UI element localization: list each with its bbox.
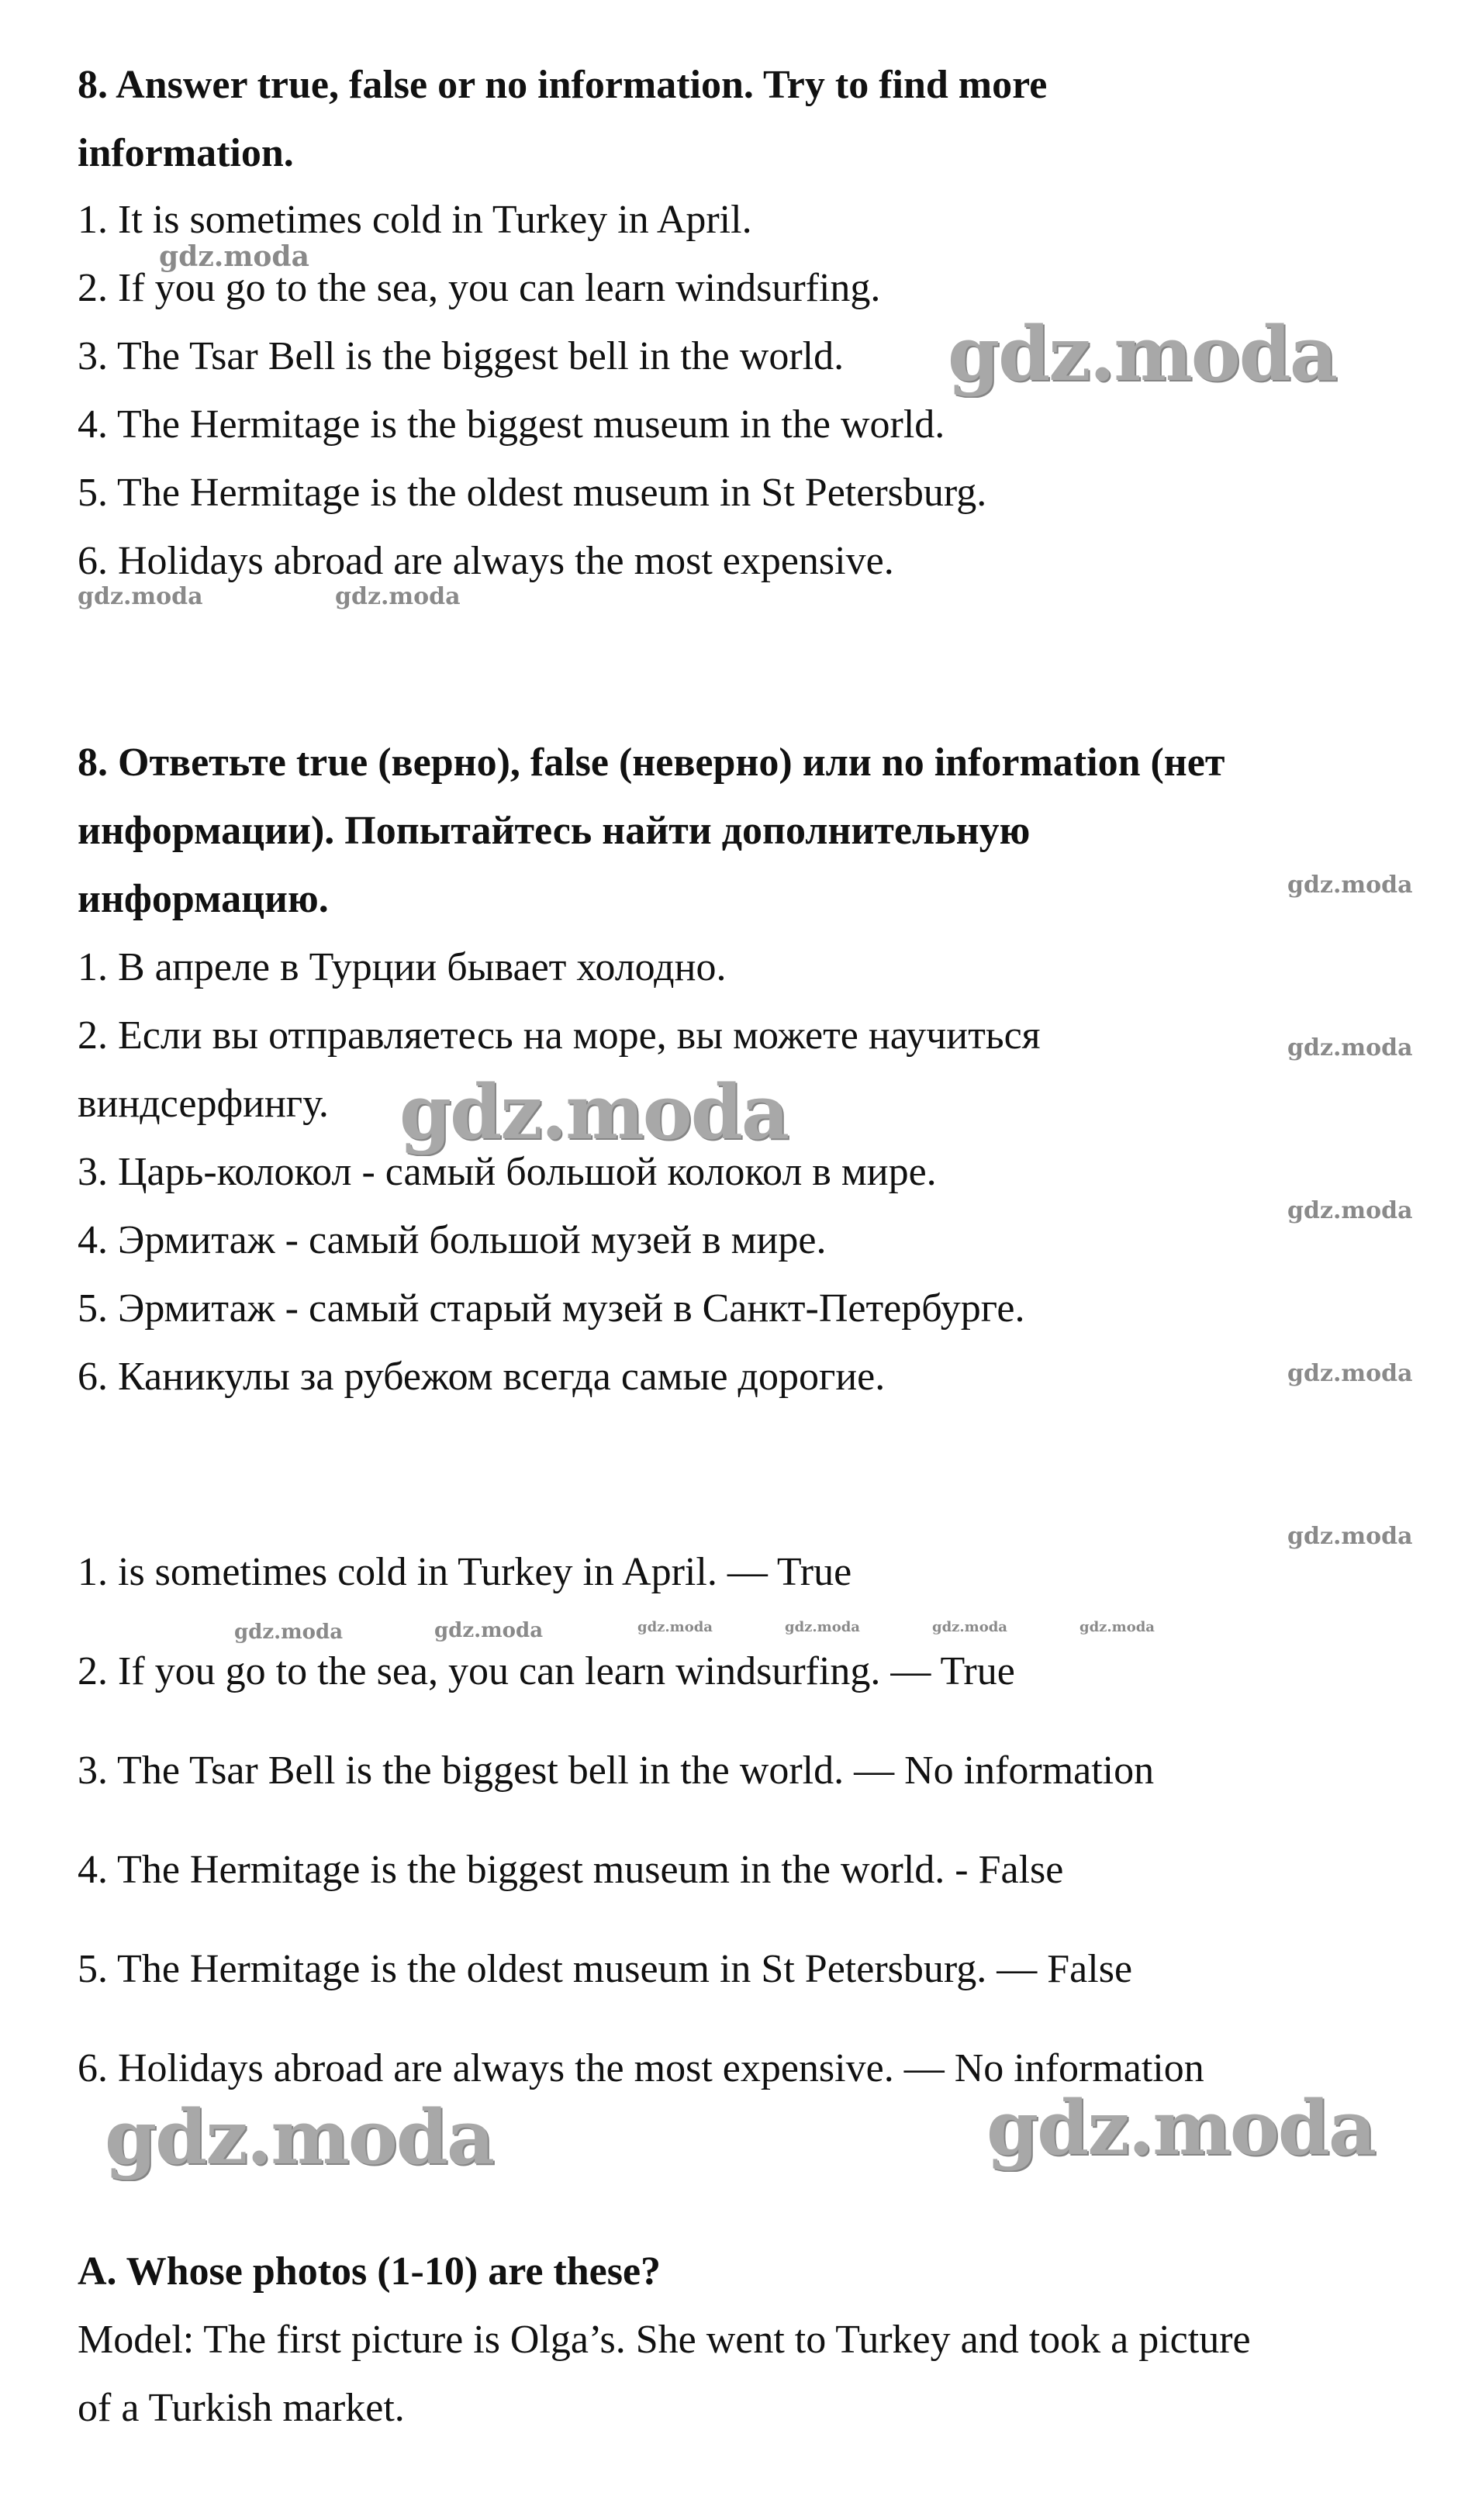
watermark: gdz.moda [335,583,461,610]
task-item-en-4: 4. The Hermitage is the biggest museum in the world. [78,402,945,447]
task-item-en-3: 3. The Tsar Bell is the biggest bell in the world. [78,334,845,378]
watermark: gdz.moda [1287,872,1413,899]
task-item-ru-6: 6. Каникулы за рубежом всегда самые дорогие. [78,1355,886,1399]
watermark: gdz.moda [1287,1197,1413,1224]
section-a-model-line1: Model: The first picture is Olga’s. She went to Turkey and took a picture [78,2318,1251,2362]
watermark: gdz.moda [78,583,203,610]
task-item-en-5: 5. The Hermitage is the oldest museum in St Petersburg. [78,471,987,515]
task-item-ru-3: 3. Царь-колокол - самый большой колокол в мире. [78,1150,937,1194]
task-heading-en-line1: 8. Answer true, false or no information. Try to find more [78,63,1048,107]
watermark: gdz.moda [1287,1034,1413,1062]
task-item-ru-1: 1. В апреле в Турции бывает холодно. [78,945,727,989]
watermark: gdz.moda [637,1619,713,1635]
watermark: gdz.moda [105,2094,494,2181]
answer-2: 2. If you go to the sea, you can learn windsurfing. — True [78,1649,1015,1693]
watermark: gdz.moda [1287,1360,1413,1387]
task-item-en-2: 2. If you go to the sea, you can learn windsurfing. [78,266,881,310]
task-heading-ru-line1: 8. Ответьте true (верно), false (неверно) или no information (нет [78,740,1225,785]
task-item-ru-5: 5. Эрмитаж - самый старый музей в Санкт-Петербурге. [78,1286,1025,1331]
task-heading-ru-line2: информации). Попытайтесь найти дополнительную [78,809,1031,853]
watermark: gdz.moda [785,1619,860,1635]
watermark: gdz.moda [1287,1523,1413,1550]
watermark: gdz.moda [948,310,1337,398]
watermark: gdz.moda [986,2084,1376,2172]
watermark: gdz.moda [159,240,309,273]
watermark: gdz.moda [434,1619,544,1642]
task-item-ru-4: 4. Эрмитаж - самый большой музей в мире. [78,1218,827,1262]
section-a-model-line2: of a Turkish market. [78,2386,405,2430]
answer-4: 4. The Hermitage is the biggest museum in the world. - False [78,1848,1064,1892]
task-item-en-6: 6. Holidays abroad are always the most expensive. [78,539,894,583]
task-heading-ru-line3: информацию. [78,877,329,921]
watermark: gdz.moda [932,1619,1007,1635]
watermark: gdz.moda [399,1068,789,1156]
answer-5: 5. The Hermitage is the oldest museum in St Petersburg. — False [78,1947,1133,1991]
watermark: gdz.moda [234,1621,344,1644]
watermark: gdz.moda [1079,1619,1155,1635]
task-item-ru-2: 2. Если вы отправляетесь на море, вы можете научиться [78,1013,1041,1058]
task-item-en-1: 1. It is sometimes cold in Turkey in April. [78,198,752,242]
section-a-heading: A. Whose photos (1-10) are these? [78,2249,662,2294]
answer-1: 1. is sometimes cold in Turkey in April. — True [78,1550,852,1594]
task-item-ru-2-cont: виндсерфингу. [78,1082,329,1126]
answer-3: 3. The Tsar Bell is the biggest bell in the world. — No information [78,1748,1155,1793]
answer-6: 6. Holidays abroad are always the most expensive. — No information [78,2046,1204,2090]
task-heading-en-line2: information. [78,131,294,175]
